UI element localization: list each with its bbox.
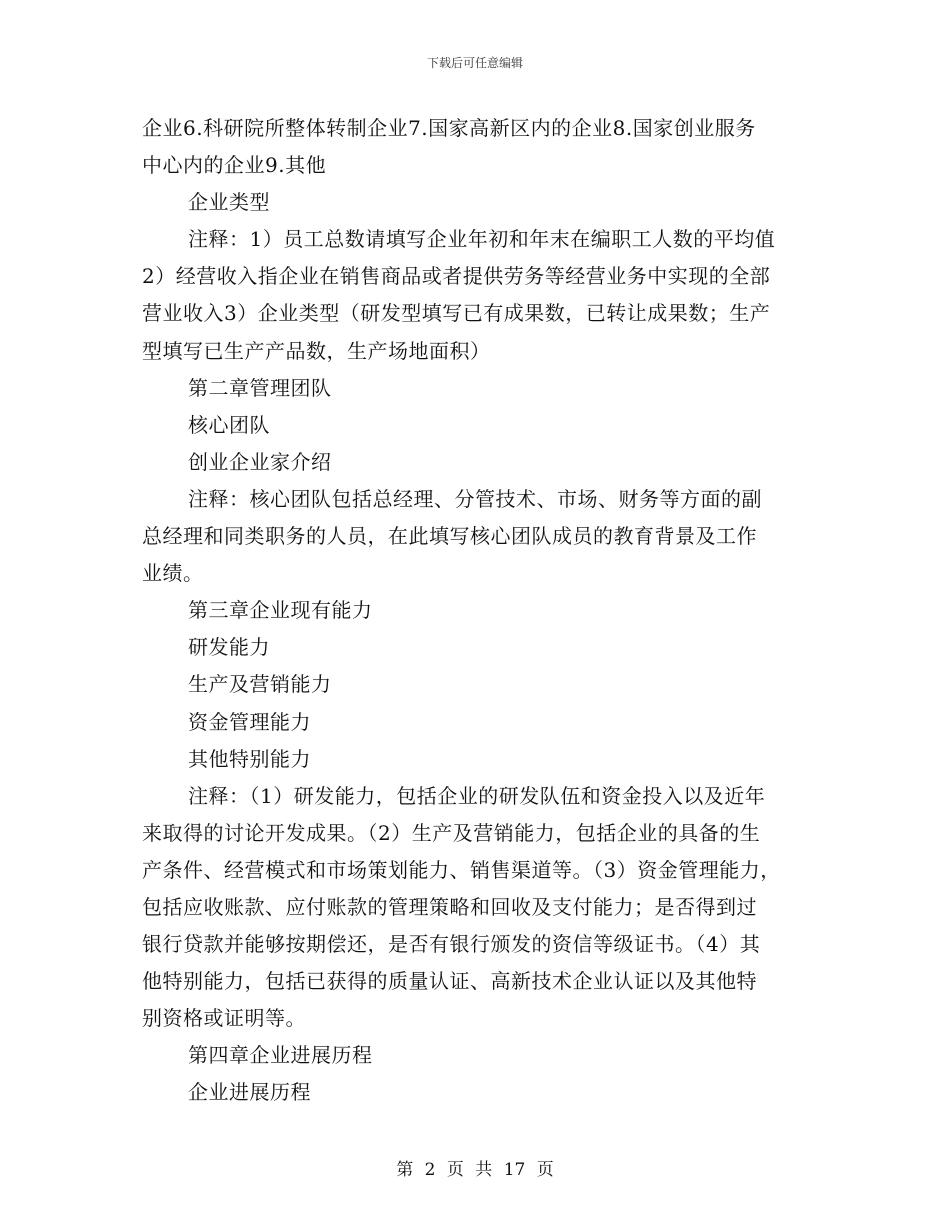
page-number-footer: 第 2 页 共 17 页 — [396, 1160, 554, 1180]
section-heading: 核心团队 — [188, 412, 270, 437]
section-heading: 资金管理能力 — [188, 709, 311, 734]
body-line: 注释：核心团队包括总经理、分管技术、市场、财务等方面的副 — [188, 486, 762, 511]
body-line: 营业收入3）企业类型（研发型填写已有成果数，已转让成果数；生产 — [142, 301, 771, 326]
body-line: 他特别能力，包括已获得的质量认证、高新技术企业认证以及其他特 — [142, 969, 757, 994]
chapter-heading: 第二章管理团队 — [188, 375, 332, 400]
body-line: 企业6.科研院所整体转制企业7.国家高新区内的企业8.国家创业服务 — [142, 116, 756, 140]
document-body — [142, 110, 812, 1112]
body-line: 业绩。 — [142, 561, 204, 586]
body-line: 来取得的讨论开发成果。（2）生产及营销能力，包括企业的具备的生 — [142, 820, 761, 845]
section-heading: 生产及营销能力 — [188, 672, 332, 697]
body-line: 别资格或证明等。 — [142, 1006, 306, 1031]
section-heading: 企业类型 — [188, 190, 270, 215]
section-heading: 创业企业家介绍 — [188, 449, 332, 474]
body-line: 总经理和同类职务的人员，在此填写核心团队成员的教育背景及工作 — [142, 524, 757, 549]
section-heading: 其他特别能力 — [188, 746, 311, 771]
section-heading: 企业进展历程 — [188, 1080, 311, 1105]
body-line: 产条件、经营模式和市场策划能力、销售渠道等。（3）资金管理能力， — [142, 857, 781, 882]
body-line: 包括应收账款、应付账款的管理策略和回收及支付能力；是否得到过 — [142, 894, 757, 919]
body-line: 注释：（1）研发能力，包括企业的研发队伍和资金投入以及近年 — [188, 783, 766, 808]
chapter-heading: 第四章企业进展历程 — [188, 1043, 373, 1068]
body-line: 中心内的企业9.其他 — [142, 153, 327, 178]
chapter-heading: 第三章企业现有能力 — [188, 598, 373, 623]
page-header: 下载后可任意编辑 — [426, 56, 523, 70]
body-line: 银行贷款并能够按期偿还，是否有银行颁发的资信等级证书。（4）其 — [142, 932, 761, 957]
body-line: 型填写已生产产品数，生产场地面积） — [142, 338, 491, 363]
body-line: 注释：1）员工总数请填写企业年初和年末在编职工人数的平均值 — [188, 227, 776, 252]
body-line: 2）经营收入指企业在销售商品或者提供劳务等经营业务中实现的全部 — [142, 264, 771, 289]
section-heading: 研发能力 — [188, 635, 270, 660]
